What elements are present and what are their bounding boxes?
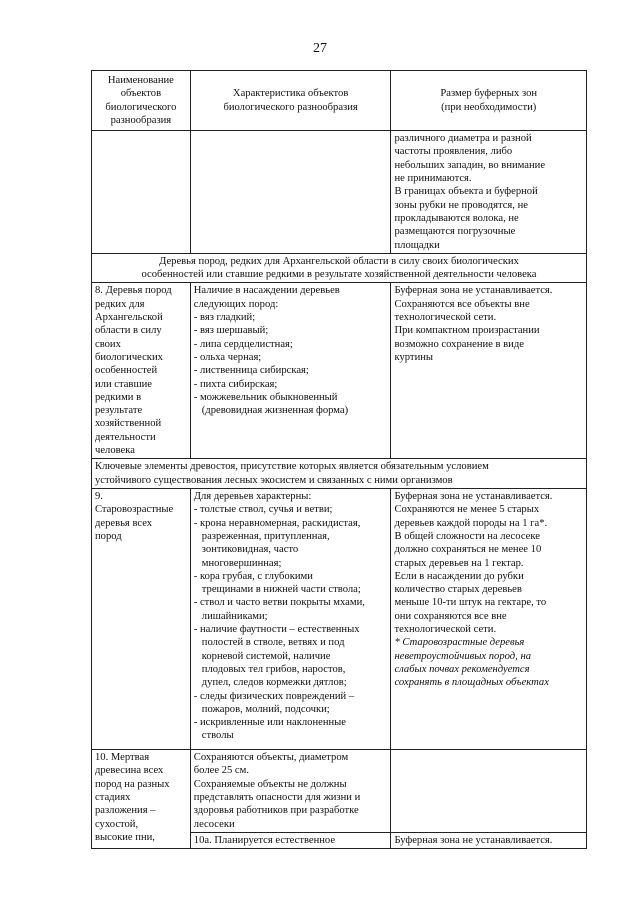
text-line: 9. (95, 491, 103, 503)
text-line: должно сохраняться не менее 10 (394, 544, 542, 556)
text-line: Для деревьев характерны: (193, 491, 312, 503)
text-line: В общей сложности на лесосеке (394, 530, 540, 542)
text-line: лесосеки (193, 818, 235, 830)
text-line: дупел, следов кормежки дятлов; (201, 677, 347, 689)
text-line: неветроустойчивых пород, на (394, 650, 532, 662)
text-line: деревьев каждой породы на 1 га*. (394, 517, 548, 529)
text-line: Характеристика объектов (232, 88, 349, 100)
text-line: - крона неравномерная, раскидистая, (193, 517, 361, 529)
text-line: Ключевые элементы древостоя, присутствие которых является обязательным условием (95, 461, 489, 473)
text-line: области в силу (95, 325, 162, 337)
text-line: сухостой, (95, 818, 139, 830)
section-title (92, 459, 587, 489)
biodiversity-table (91, 70, 587, 849)
cell-buffer-zone (391, 283, 587, 459)
text-line: - ствол и часто ветви покрыты мхами, (193, 597, 365, 609)
text-line: Буферная зона не устанавливается. (394, 491, 553, 503)
cell-empty (92, 131, 191, 254)
table-row (92, 131, 587, 254)
text-line: разреженная, притупленная, (201, 530, 330, 542)
text-line: Деревья пород, редких для Архангельской области в силу своих биологических (159, 255, 519, 267)
buffer-footnote (394, 636, 583, 689)
text-line: деревья всех (95, 517, 153, 529)
text-line: Сохраняются объекты, диаметром (193, 752, 349, 764)
text-line: результате (95, 405, 143, 417)
cell-buffer-zone-sub (391, 832, 587, 848)
text-line: различного диаметра и разной (394, 133, 532, 145)
cell-empty (190, 131, 391, 254)
text-line: не принимаются. (394, 173, 472, 185)
text-line: - липа сердцелистная; (193, 338, 293, 350)
text-line: разложения – (95, 805, 156, 817)
text-line: - вяз шершавый; (193, 325, 269, 337)
text-line: трещинами в нижней части ствола; (201, 584, 361, 596)
text-line: частоты проявления, либо (394, 146, 513, 158)
text-line: Старовозрастные (95, 504, 174, 516)
text-line: технологической сети. (394, 624, 497, 636)
text-line: следующих пород: (193, 298, 279, 310)
text-line: слабых почвах рекомендуется (394, 663, 530, 675)
text-line: высокие пни, (95, 831, 155, 843)
text-line: древесина всех (95, 765, 164, 777)
text-line: зоны рубки не проводятся, не (394, 199, 528, 211)
text-line: прокладываются волока, не (394, 212, 519, 224)
text-line: стадиях (95, 791, 131, 803)
text-line: - кора грубая, с глубокими (193, 570, 313, 582)
text-line: Если в насаждении до рубки (394, 570, 524, 582)
text-line: куртины (394, 351, 434, 363)
text-line: 10а. Планируется естественное (193, 834, 336, 846)
text-line: объектов (120, 88, 162, 100)
table-header-row (92, 71, 587, 131)
text-line: лишайниками; (201, 610, 268, 622)
text-line: - искривленные или наклоненные (193, 717, 347, 729)
text-line: особенностей (95, 365, 158, 377)
text-line: размещаются погрузочные (394, 226, 516, 238)
cell-characteristics (190, 750, 391, 833)
table-row (92, 283, 587, 459)
section-title (92, 253, 587, 283)
text-line: биологического (105, 101, 177, 113)
text-line: (при необходимости) (441, 101, 537, 113)
text-line: полостей в стволе, ветвях и под (201, 637, 345, 649)
text-line: редкими в (95, 391, 142, 403)
text-line: * Старовозрастные деревья (394, 637, 525, 649)
cell-characteristics-sub (190, 832, 391, 848)
text-line: редких для (95, 298, 145, 310)
header-name-col (92, 71, 191, 131)
section-row-rare-species (92, 253, 587, 283)
text-line: или ставшие (95, 378, 152, 390)
text-line: Архангельской (95, 312, 163, 324)
text-line: - следы физических повреждений – (193, 690, 355, 702)
text-line: деятельности (95, 431, 156, 443)
text-line: здоровья работников при разработке (193, 805, 359, 817)
header-buffer-col (391, 71, 587, 131)
text-line: площадки (394, 239, 440, 251)
text-line: человека (95, 445, 135, 457)
text-line: биологического разнообразия (223, 101, 358, 113)
text-line: - можжевельник обыкновенный (193, 391, 338, 403)
text-line: Буферная зона не устанавливается. (394, 834, 553, 846)
text-line: - вяз гладкий; (193, 312, 256, 324)
cell-buffer-zone (391, 489, 587, 750)
text-line: старых деревьев на 1 гектар. (394, 557, 524, 569)
cell-object-name (92, 750, 191, 849)
text-line: плодовых тел грибов, наростов, (201, 663, 346, 675)
text-line: В границах объекта и буферной (394, 186, 538, 198)
text-line: сохранять в площадных объектах (394, 677, 549, 689)
table-row (92, 750, 587, 833)
cell-object-name (92, 489, 191, 750)
text-line: Размер буферных зон (440, 88, 538, 100)
text-line: - лиственница сибирская; (193, 365, 309, 377)
text-line: Сохраняются все объекты вне (394, 298, 530, 310)
text-line: пород (95, 530, 122, 542)
cell-empty (391, 750, 587, 833)
table-row (92, 489, 587, 750)
text-line: - пихта сибирская; (193, 378, 278, 390)
text-line: 8. Деревья пород (95, 285, 172, 297)
text-line: небольших западин, во внимание (394, 159, 546, 171)
text-line: технологической сети. (394, 312, 497, 324)
text-line: Сохраняемые объекты не должны (193, 778, 347, 790)
text-line: (древовидная жизненная форма) (201, 405, 349, 417)
buffer-text (394, 490, 583, 636)
text-line: представлять опасности для жизни и (193, 791, 361, 803)
text-line: - наличие фаутности – естественных (193, 624, 360, 636)
text-line: своих (95, 338, 121, 350)
cell-characteristics (190, 489, 391, 750)
text-line: более 25 см. (193, 765, 249, 777)
text-line: 10. Мертвая (95, 752, 150, 764)
text-line: меньше 10-ти штук на гектаре, то (394, 597, 547, 609)
text-line: Сохраняются не менее 5 старых (394, 504, 540, 516)
text-line: - толстые ствол, сучья и ветви; (193, 504, 333, 516)
text-line: они сохраняются все вне (394, 610, 507, 622)
text-line: пожаров, молний, подсочки; (201, 703, 330, 715)
text-line: Буферная зона не устанавливается. (394, 285, 553, 297)
text-line: биологических (95, 351, 163, 363)
text-line: хозяйственной (95, 418, 162, 430)
cell-object-name (92, 283, 191, 459)
text-line: возможно сохранение в виде (394, 338, 524, 350)
text-line: - ольха черная; (193, 351, 262, 363)
text-line: зонтиковидная, часто (201, 544, 299, 556)
text-line: особенностей или ставшие редкими в результате хозяйственной деятельности человека (141, 269, 537, 281)
text-line: пород на разных (95, 778, 170, 790)
text-line: многовершинная; (201, 557, 282, 569)
text-line: корневой системой, наличие (201, 650, 331, 662)
cell-buffer-continuation (391, 131, 587, 254)
section-row-key-elements (92, 459, 587, 489)
text-line: разнообразия (110, 114, 172, 126)
page-number: 27 (313, 41, 327, 56)
cell-characteristics (190, 283, 391, 459)
text-line: Наименование (107, 75, 174, 86)
text-line: количество старых деревьев (394, 584, 522, 596)
text-line: стволы (201, 730, 234, 742)
header-characteristics-col (190, 71, 391, 131)
text-line: При компактном произрастании (394, 325, 540, 337)
text-line: устойчивого существования лесных экосистем и связанных с ними организмов (95, 474, 453, 486)
text-line: Наличие в насаждении деревьев (193, 285, 340, 297)
